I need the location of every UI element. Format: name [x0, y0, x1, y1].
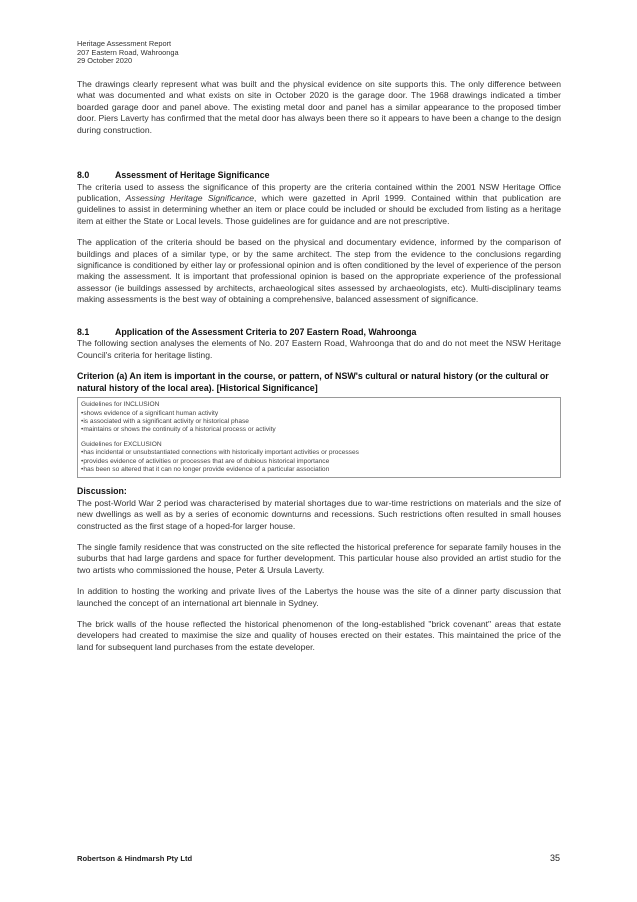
intro-paragraph: The drawings clearly represent what was built and the physical evidence on site supports this. The only difference between what was documented and what exists on site in October 2020 is the garage door. The 1968 drawings indicated a timber boarded garage door and panel above. The existing metal door and panel has a similar appearance to the proposed timber door. Piers Laverty has confirmed that the metal door has always been there so it appears to have been a change to the design during construction. [77, 79, 561, 135]
section-8-1-paragraph: The following section analyses the elements of No. 207 Eastern Road, Wahroonga that do and do not meet the NSW Heritage Council's criteria for heritage listing. [77, 338, 561, 360]
section-8-para1-text-end: , which were gazetted in April 1999. Contained within that publication are guidelines to assist in determining whether an item or place could be included or should be excluded from listing as a heritage item at either the State or Local levels. Those guidelines are for guidance and are not prescriptive. [77, 193, 561, 226]
header-address: 207 Eastern Road, Wahroonga [77, 47, 179, 57]
section-8-1-number: 8.1 [77, 326, 90, 337]
page-number: 35 [550, 853, 561, 863]
discussion-paragraph: The post-World War 2 period was characterised by material shortages due to war-time restrictions on materials and the size of new dwellings as well as by a series of economic downturns and recessions. Such restrictions often resulted in small houses constructed as the first stage of a hoped-for larger house. [77, 497, 561, 531]
inclusion-item: • shows evidence of a significant human activity [81, 410, 557, 418]
document-body [77, 79, 561, 653]
exclusion-item: • provides evidence of activities or processes that are of dubious historical importance [81, 458, 557, 466]
section-8-number: 8.0 [77, 170, 90, 181]
inclusion-title: Guidelines for INCLUSION [81, 401, 160, 409]
discussion-paragraph: The single family residence that was constructed on the site reflected the historical preference for separate family houses in the suburbs that had large gardens and space for further development. This particular house also provided an artist studio for the two artists who commissioned the house, Peter & Ursula Laverty. [77, 541, 561, 575]
discussion-paragraph: In addition to hosting the working and private lives of the Labertys the house was the site of a dinner party discussion that launched the concept of an international art biennale in Sydney. [77, 586, 561, 608]
section-8-1-heading [77, 327, 561, 339]
header-report-title: Heritage Assessment Report [77, 39, 172, 48]
page-header [77, 40, 179, 66]
section-8-paragraph-2: The application of the criteria should be based on the physical and documentary evidence, informed by the comparison of buildings and places of a similar type, or by the same architect. The step from the evidence to the conclusions regarding significance is conditioned by either lay or professional opinion and is often conditioned by the level of experience of the person making the assessment. It is important that professional opinion is based on the appropriate experience of the professional assessor (ie buildings assessed by architects, archaeological sites assessed by archaeologists, etc). Multi-disciplinary teams making assessments is the best way of obtaining a comprehensive, balanced assessment of significance. [77, 237, 561, 305]
exclusion-item: • has incidental or unsubstantiated connections with historically important activities or processes [81, 449, 557, 457]
header-date: 29 October 2020 [77, 56, 133, 66]
section-8-1-title: Application of the Assessment Criteria to 207 Eastern Road, Wahroonga [115, 326, 417, 337]
exclusion-item: • has been so altered that it can no longer provide evidence of a particular association [81, 466, 557, 474]
inclusion-item: • is associated with a significant activity or historical phase [81, 418, 557, 426]
publication-title: Assessing Heritage Significance [125, 193, 255, 204]
criterion-a-title: Criterion (a) An item is important in the course, or pattern, of NSW's cultural or natural history (or the cultural or natural history of the local area). [Historical Significance] [77, 371, 549, 394]
section-8-paragraph-1 [77, 182, 561, 228]
discussion-paragraph: The brick walls of the house reflected the historical phenomenon of the long-established "brick covenant" areas that estate developers had created to maximise the size and quality of houses erected on their estates. This maintained the price of the land for subsequent land purchases from the estate developer. [77, 619, 561, 652]
exclusion-title: Guidelines for EXCLUSION [81, 440, 162, 448]
section-8-title: Assessment of Heritage Significance [115, 170, 270, 181]
discussion-title: Discussion: [77, 486, 127, 497]
section-8-para1-text: The criteria used to assess the significance of this property are the criteria contained within the 2001 NSW Heritage Office publication, [77, 181, 561, 204]
guidelines-box [77, 397, 561, 478]
section-8-heading [77, 170, 561, 182]
inclusion-item: • maintains or shows the continuity of a historical process or activity [81, 426, 557, 434]
footer-company: Robertson & Hindmarsh Pty Ltd [77, 854, 193, 863]
